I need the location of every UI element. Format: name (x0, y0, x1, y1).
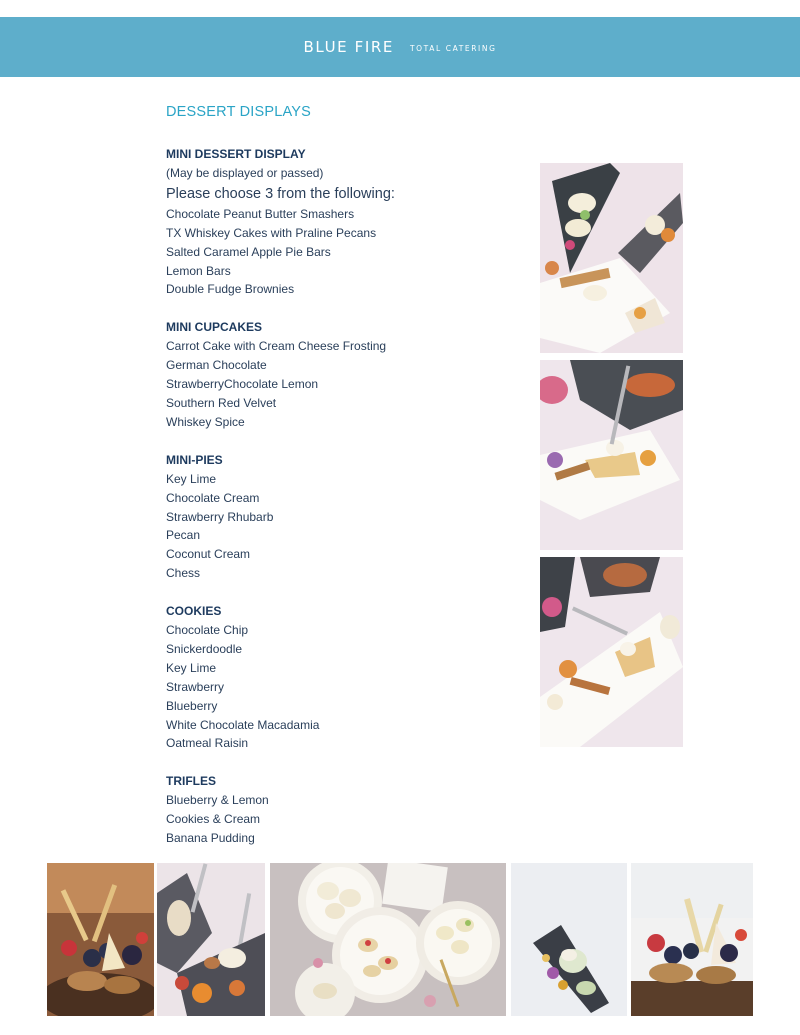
menu-item: Oatmeal Raisin (166, 736, 249, 751)
menu-item: Blueberry & Lemon (166, 793, 269, 808)
menu-item: Chess (166, 566, 201, 581)
key-lime-pie-photo (540, 360, 683, 550)
menu-item: Key Lime (166, 660, 217, 675)
menu-item: Pecan (166, 528, 201, 543)
section-title: COOKIES (166, 604, 222, 619)
section-mini-dessert-display (166, 145, 526, 299)
section-title: TRIFLES (166, 774, 216, 789)
menu-item: Southern Red Velvet (166, 395, 277, 410)
menu-item: Key Lime (166, 471, 217, 486)
section-cookies (166, 602, 526, 753)
menu-item: Carrot Cake with Cream Cheese Frosting (166, 339, 387, 354)
menu-item: Whiskey Spice (166, 414, 245, 429)
plated-cookies-photo (270, 863, 506, 1016)
page-title: DESSERT DISPLAYS (166, 104, 312, 120)
menu-item: Coconut Cream (166, 547, 251, 562)
menu-item: Strawberry Rhubarb (166, 509, 274, 524)
menu-item: Lemon Bars (166, 263, 231, 278)
menu-item: Cookies & Cream (166, 812, 261, 827)
section-mini-pies (166, 451, 526, 583)
section-note: (May be displayed or passed) (166, 165, 324, 180)
fruit-nut-platter-photo (47, 863, 154, 1016)
menu-item: Banana Pudding (166, 831, 255, 846)
menu-item: StrawberryChocolate Lemon (166, 377, 319, 392)
menu-item: Salted Caramel Apple Pie Bars (166, 244, 331, 259)
brand-tagline: TOTAL CATERING (409, 43, 497, 53)
mini-dessert-spread-photo (157, 863, 265, 1016)
parfait-boat-photo (511, 863, 627, 1016)
section-title: MINI DESSERT DISPLAY (166, 147, 306, 161)
section-mini-cupcakes (166, 318, 526, 431)
menu-item: Strawberry (166, 679, 225, 694)
section-trifles (166, 772, 526, 848)
pie-slices-photo (540, 557, 683, 747)
brand-logo-text: BLUE FIRE (303, 38, 394, 56)
menu-item: Chocolate Peanut Butter Smashers (166, 206, 355, 221)
menu-item: German Chocolate (166, 358, 267, 373)
choose-instruction: Please choose 3 from the following: (166, 185, 395, 202)
section-title: MINI CUPCAKES (166, 320, 263, 335)
menu-item: TX Whiskey Cakes with Praline Pecans (166, 225, 377, 240)
menu-item: Snickerdoodle (166, 641, 243, 656)
menu-item: Chocolate Chip (166, 623, 249, 638)
menu-item: Chocolate Cream (166, 490, 260, 505)
dessert-platter-photo (540, 163, 683, 353)
menu-item: White Chocolate Macadamia (166, 717, 320, 732)
menu-item: Blueberry (166, 698, 218, 713)
menu-content (166, 145, 526, 867)
fruit-cheese-board-photo (631, 863, 753, 1016)
section-title: MINI-PIES (166, 452, 223, 467)
header-banner (0, 17, 800, 77)
menu-item: Double Fudge Brownies (166, 282, 295, 297)
